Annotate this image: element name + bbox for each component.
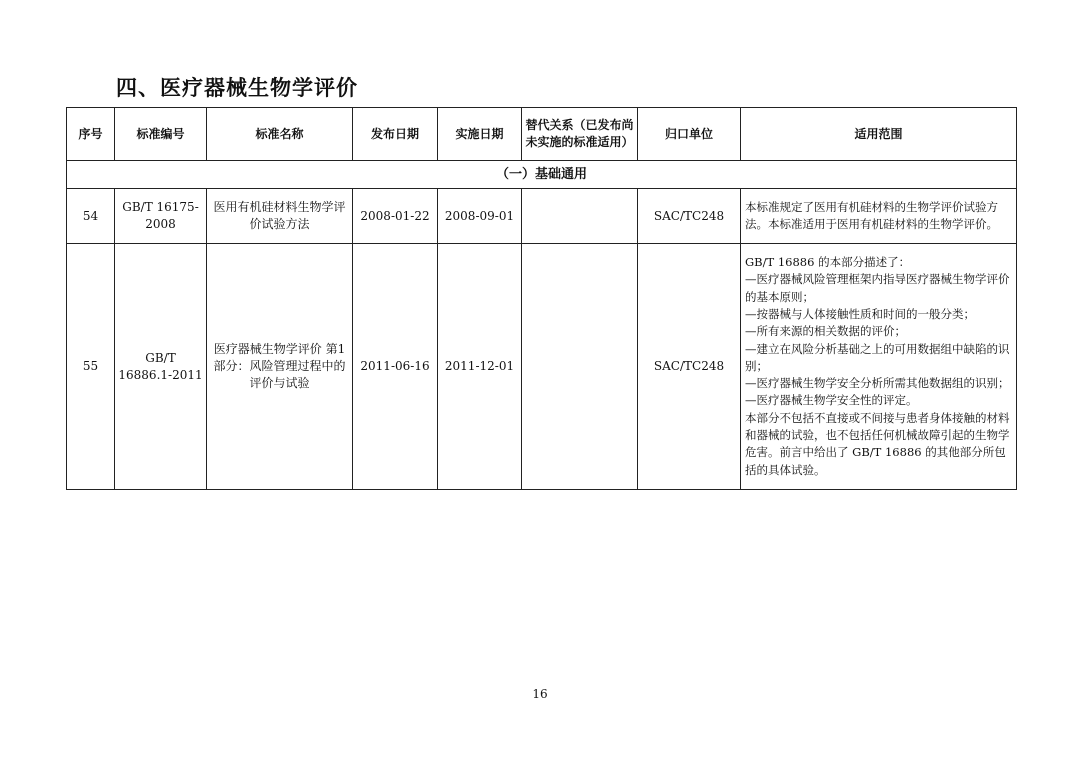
cell-std-name: 医疗器械生物学评价 第1部分：风险管理过程中的评价与试验	[207, 244, 353, 490]
cell-dept: SAC/TC248	[638, 189, 741, 244]
header-pub-date: 发布日期	[353, 108, 438, 161]
scope-line: —医疗器械生物学安全性的评定。	[745, 393, 918, 408]
section-title: （一）基础通用	[67, 161, 1017, 189]
cell-seq: 54	[67, 189, 115, 244]
header-replace: 替代关系（已发布尚未实施的标准适用）	[522, 108, 638, 161]
cell-pub-date: 2011-06-16	[353, 244, 438, 490]
scope-line: GB/T 16886 的本部分描述了：	[745, 255, 911, 270]
cell-dept: SAC/TC248	[638, 244, 741, 490]
header-std-no: 标准编号	[115, 108, 207, 161]
table-row	[67, 244, 1017, 490]
scope-line: —医疗器械生物学安全分析所需其他数据组的识别；	[745, 376, 1010, 391]
cell-seq: 55	[67, 244, 115, 490]
scope-line: —建立在风险分析基础之上的可用数据组中缺陷的识别；	[745, 341, 1010, 373]
cell-replace	[522, 189, 638, 244]
cell-std-no: GB/T 16886.1-2011	[115, 244, 207, 490]
cell-std-name: 医用有机硅材料生物学评价试验方法	[207, 189, 353, 244]
section-heading: 四、医疗器械生物学评价	[116, 76, 358, 100]
header-scope: 适用范围	[741, 108, 1017, 161]
table-row	[67, 189, 1017, 244]
header-seq: 序号	[67, 108, 115, 161]
scope-line: 本部分不包括不直接或不间接与患者身体接触的材料和器械的试验，也不包括任何机械故障引起的生物学危害。前言中给出了 GB/T 16886 的其他部分所包括的具体试验。	[745, 410, 1010, 477]
scope-line: —按器械与人体接触性质和时间的一般分类；	[745, 306, 975, 321]
cell-scope	[741, 189, 1017, 244]
cell-pub-date: 2008-01-22	[353, 189, 438, 244]
cell-scope	[741, 244, 1017, 490]
cell-std-no: GB/T 16175-2008	[115, 189, 207, 244]
header-impl-date: 实施日期	[438, 108, 522, 161]
page-number: 16	[532, 687, 548, 701]
section-row	[67, 161, 1017, 189]
cell-impl-date: 2011-12-01	[438, 244, 522, 490]
scope-line: —所有来源的相关数据的评价；	[745, 324, 906, 339]
scope-line: —医疗器械风险管理框架内指导医疗器械生物学评价的基本原则；	[745, 272, 1010, 304]
header-dept: 归口单位	[638, 108, 741, 161]
table-header-row	[67, 108, 1017, 161]
cell-replace	[522, 244, 638, 490]
standards-table	[66, 107, 1017, 490]
scope-line: 本标准规定了医用有机硅材料的生物学评价试验方法。本标准适用于医用有机硅材料的生物学评价。	[745, 199, 998, 231]
header-std-name: 标准名称	[207, 108, 353, 161]
cell-impl-date: 2008-09-01	[438, 189, 522, 244]
